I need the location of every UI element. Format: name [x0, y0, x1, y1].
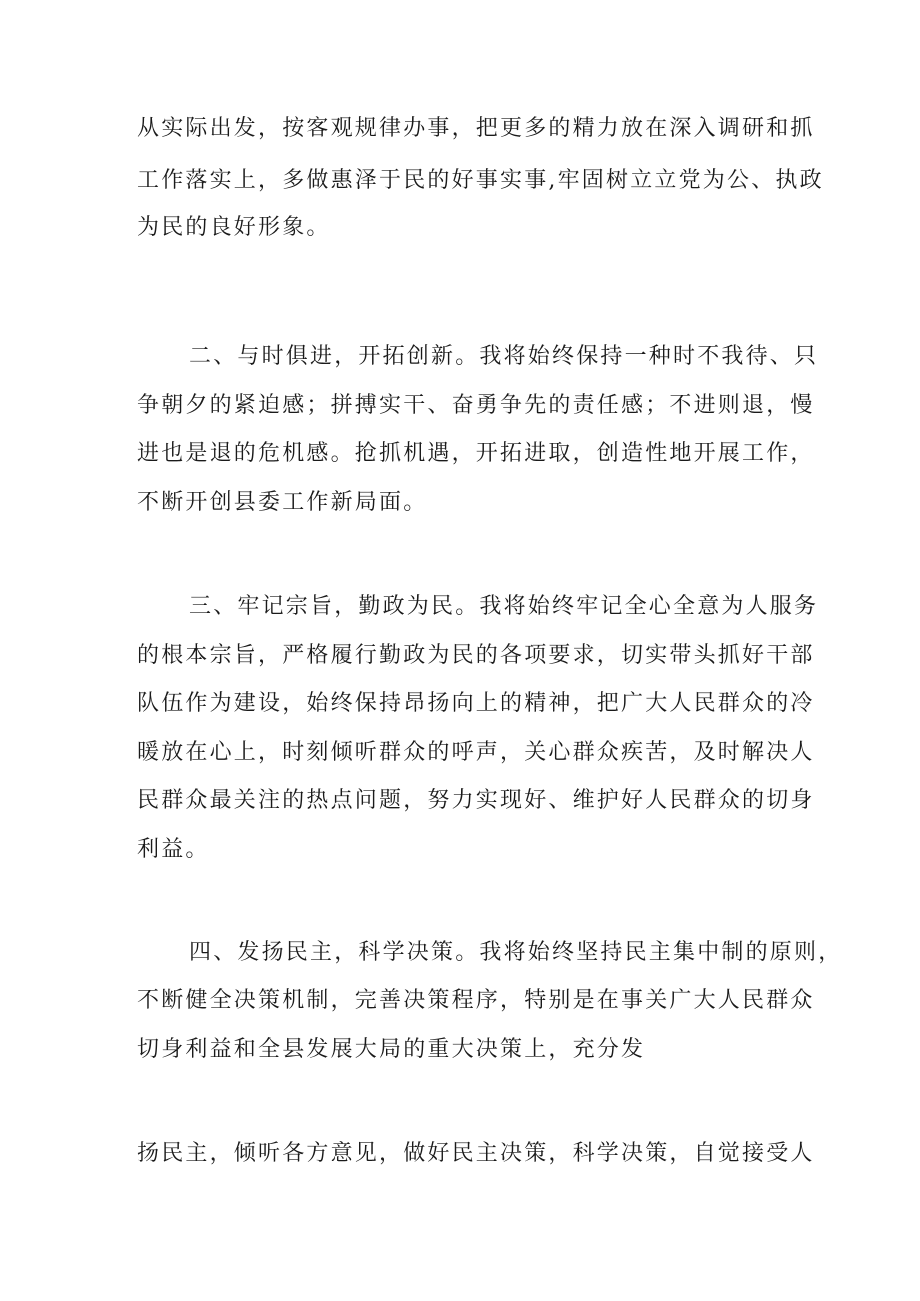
- text-line: 为民的良好形象。: [137, 215, 331, 240]
- text-line: 进也是退的危机感。抢抓机遇，开拓进取，创造性地开展工作，: [137, 441, 815, 466]
- section-heading-line: 四、发扬民主，科学决策。我将始终坚持民主集中制的原则，: [189, 940, 843, 965]
- text-line: 的根本宗旨，严格履行勤政为民的各项要求，切实带头抓好干部: [137, 643, 815, 668]
- text-line: 民群众最关注的热点问题，努力实现好、维护好人民群众的切身: [137, 788, 815, 813]
- text-line: 利益。: [137, 837, 210, 862]
- text-line: 不断健全决策机制，完善决策程序，特别是在事关广大人民群众: [137, 988, 815, 1013]
- text-line: 从实际出发，按客观规律办事，把更多的精力放在深入调研和抓: [137, 116, 815, 141]
- text-line: 不断开创县委工作新局面。: [137, 490, 428, 515]
- text-line: 争朝夕的紧迫感；拼搏实干、奋勇争先的责任感；不进则退，慢: [137, 393, 815, 418]
- text-line: 暖放在心上，时刻倾听群众的呼声，关心群众疾苦，及时解决人: [137, 740, 815, 765]
- text-line: 工作落实上，多做惠泽于民的好事实事,牢固树立立党为公、执政: [137, 168, 824, 193]
- section-heading-line: 三、牢记宗旨，勤政为民。我将始终牢记全心全意为人服务: [189, 594, 819, 619]
- section-heading-line: 二、与时俱进，开拓创新。我将始终保持一种时不我待、只: [189, 344, 819, 369]
- text-line: 切身利益和全县发展大局的重大决策上，充分发: [137, 1037, 646, 1062]
- text-line: 扬民主，倾听各方意见，做好民主决策，科学决策，自觉接受人: [137, 1141, 815, 1166]
- text-line: 队伍作为建设，始终保持昂扬向上的精神，把广大人民群众的冷: [137, 691, 815, 716]
